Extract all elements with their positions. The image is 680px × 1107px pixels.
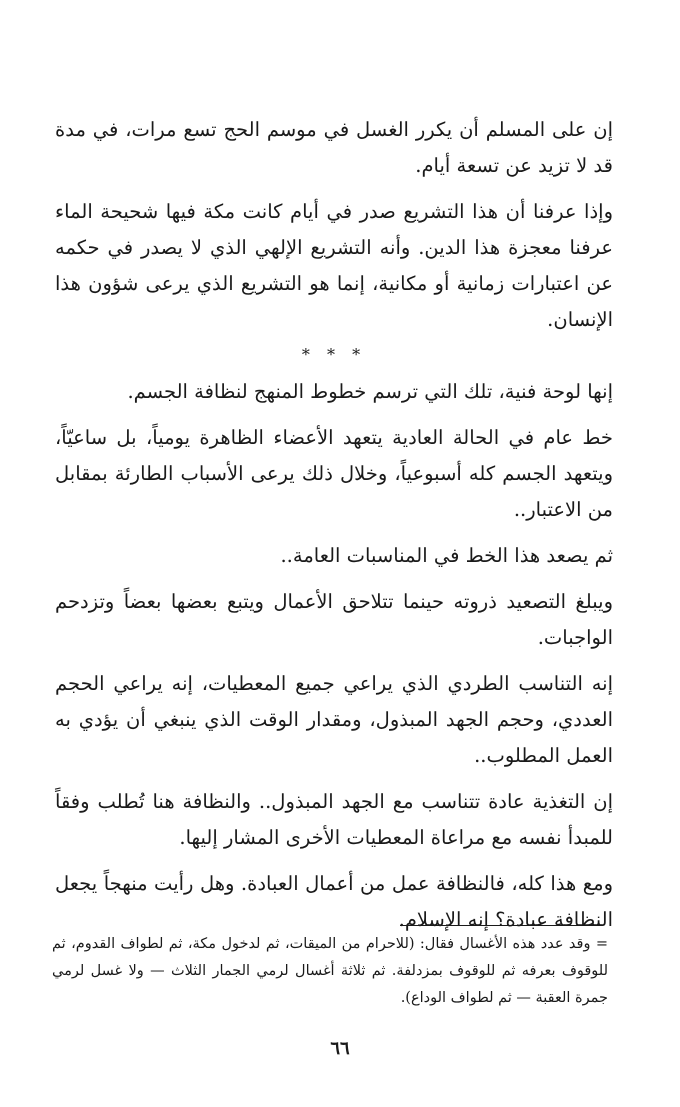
paragraph-4: خط عام في الحالة العادية يتعهد الأعضاء الظاهرة يومياً، بل ساعيّاً، ويتعهد الجسم كله أسبوعياً، وخلال ذلك يرعى الأسباب الطارئة بمقابل من الاعتبار.. [55, 426, 613, 521]
paragraph-1: إن على المسلم أن يكرر الغسل في موسم الحج تسع مرات، في مدة قد لا تزيد عن تسعة أيام. [55, 118, 613, 177]
section-separator: * * * [301, 345, 367, 364]
footnote: = وقد عدد هذه الأغسال فقال: (للاحرام من الميقات، ثم لدخول مكة، ثم لطواف القدوم، ثم للوقوف بعرفه ثم للوقوف بمزدلفة. ثم ثلاثة أغسال لرمي الجمار الثلاث — ولا غسل لرمي جمرة العقبة — ثم لطواف الوداع). [52, 936, 608, 1006]
paragraph-2: وإذا عرفنا أن هذا التشريع صدر في أيام كانت مكة فيها شحيحة الماء عرفنا معجزة هذا الدين. وأنه التشريع الإلهي الذي لا يصدر في حكمه عن اعتبارات زمانية أو مكانية، إنما هو التشريع الذي يرعى شؤون هذا الإنسان. [55, 200, 613, 331]
paragraph-9: ومع هذا كله، فالنظافة عمل من أعمال العبادة. وهل رأيت منهجاً يجعل النظافة عبادة؟ إنه الإسلام. [55, 872, 613, 931]
paragraph-5: ثم يصعد هذا الخط في المناسبات العامة.. [280, 544, 613, 567]
paragraph-3: إنها لوحة فنية، تلك التي ترسم خطوط المنهج لنظافة الجسم. [127, 380, 613, 403]
page-number: ٦٦ [330, 1038, 350, 1059]
paragraph-8: إن التغذية عادة تتناسب مع الجهد المبذول.. والنظافة هنا تُطلب وفقاً للمبدأ نفسه مع مراعاة المعطيات الأخرى المشار إليها. [55, 790, 613, 849]
paragraph-7: إنه التناسب الطردي الذي يراعي جميع المعطيات، إنه يراعي الحجم العددي، وحجم الجهد المبذول، ومقدار الوقت الذي ينبغي أن يؤدي به العمل المطلوب.. [55, 672, 613, 767]
footnote-divider [400, 925, 602, 926]
main-text-block [55, 112, 613, 948]
paragraph-6: ويبلغ التصعيد ذروته حينما تتلاحق الأعمال ويتبع بعضها بعضاً وتزدحم الواجبات. [55, 590, 613, 649]
